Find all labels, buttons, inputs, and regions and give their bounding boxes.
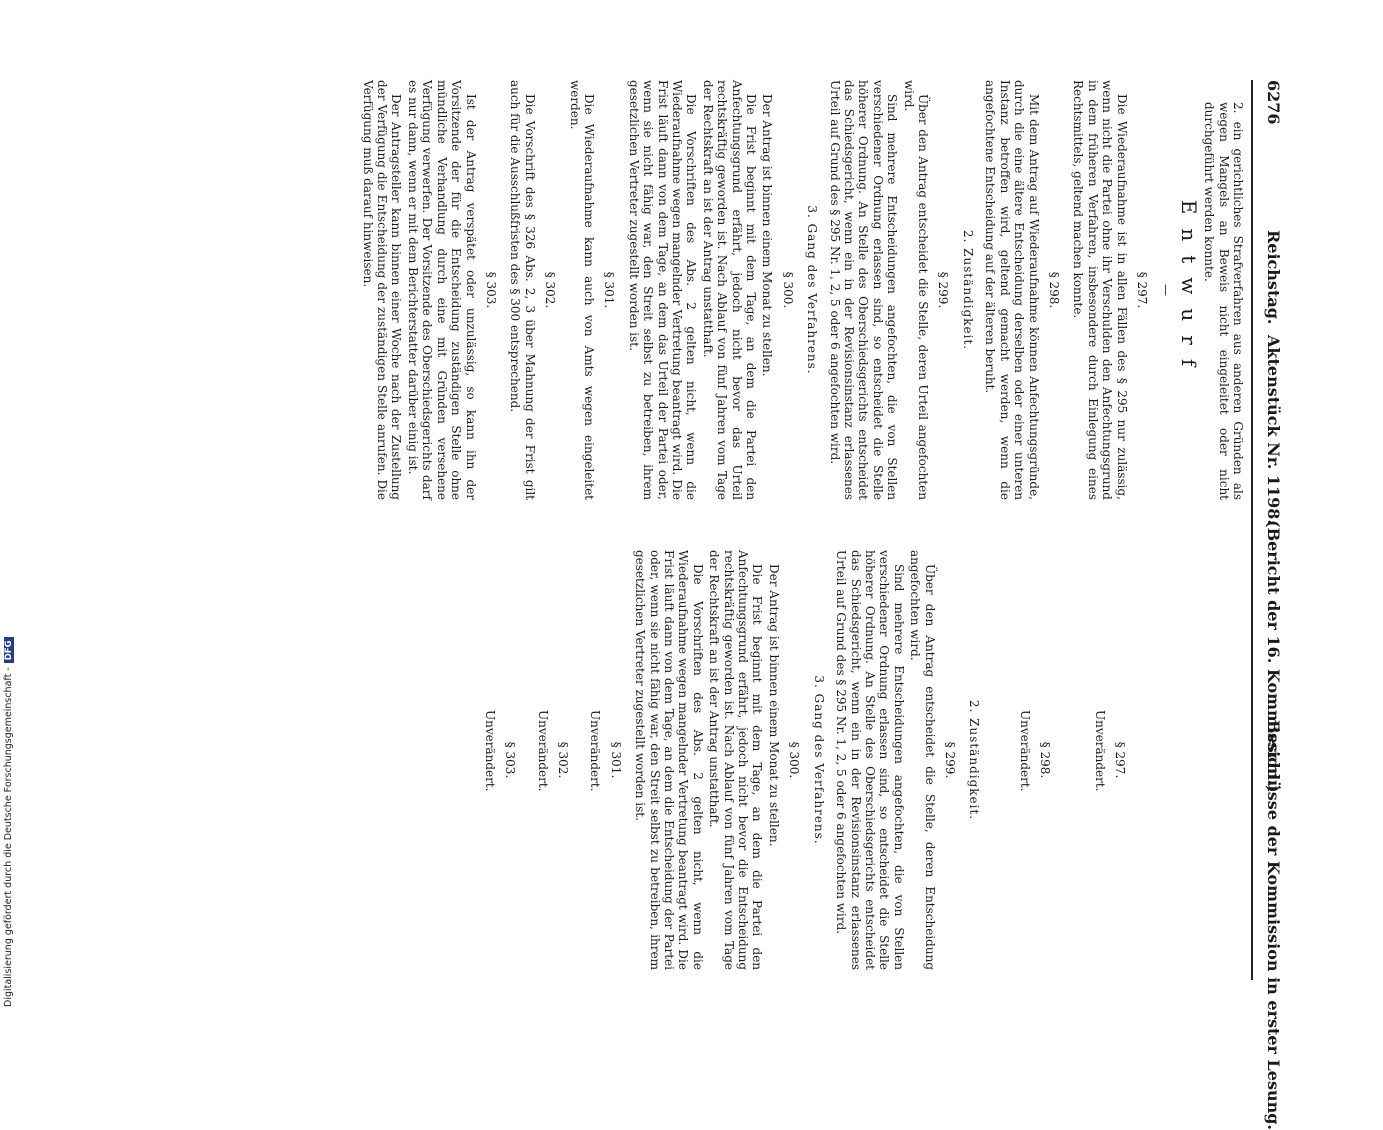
digitization-credit <box>3 7 17 1007</box>
commission-297-unchanged: Unverändert. <box>1092 710 1107 792</box>
section-297-text: Die Wiederaufnahme ist in allen Fällen des § 295 nur zulässig, wenn nicht die Partei ohne ihr Verschulden den Anfechtungsgrund in dem früheren Verfahren, insbesondere durch Einlegung eines Rechtsmittels, geltend machen konnte. <box>1071 80 1129 500</box>
commission-302-heading: § 302. <box>556 741 571 779</box>
commission-300-para-2: Die Frist beginnt mit dem Tage, an dem die Partei den Anfechtungsgrund erfährt, jedoch nicht bevor die Entscheidung rechtskräftig geworden ist. Nach Ablauf von fünf Jahren vom Tage der Rechtskraft an ist der Antrag unstatthaft. <box>707 550 765 970</box>
section-301-heading: § 301. <box>602 271 617 309</box>
page-number: 6276 <box>1264 80 1283 125</box>
commission-300-para-3: Die Vorschriften des Abs. 2 gelten nicht, wenn die Wiederaufnahme wegen mangelnder Vertretung beantragt wird. Die Frist läuft dann von dem Tage, an dem die Entscheidung der Partei oder, wenn sie nicht fähig war, den Streit selbst zu betreiben, ihrem gesetzlichen Vertreter zugestellt worden ist. <box>633 550 705 970</box>
commission-300-heading: § 300. <box>787 741 802 779</box>
section-300-para-1: Der Antrag ist binnen einem Monat zu stellen. <box>760 94 775 377</box>
item-2: 2. ein gerichtliches Strafverfahren aus anderen Gründen als wegen Mangels an Beweis nicht eingeleitet oder nicht durchgeführt werden konnte. <box>1202 102 1245 500</box>
commission-299-heading: § 299. <box>942 741 957 779</box>
document-page <box>93 80 1283 1130</box>
commission-299-para-1: Über den Antrag entscheidet die Stelle, deren Entscheidung angefochten wird. <box>908 550 937 970</box>
draft-column <box>358 80 1245 500</box>
commission-297-heading: § 297. <box>1113 741 1127 779</box>
commission-subheading-procedure: 3. Gang des Verfahrens. <box>811 675 826 845</box>
title-dash: — <box>1159 284 1174 296</box>
section-302-heading: § 302. <box>543 271 558 309</box>
section-298-heading: § 298. <box>1046 271 1061 309</box>
section-303-para-2: Der Antragsteller kann binnen einer Woche nach der Zustellung der Verfügung die Entscheidung der zuständigen Stelle anrufen. Die Verfügung muß darauf hinweisen. <box>360 80 404 500</box>
dfg-logo: DFG <box>4 637 14 663</box>
parliament-label: Reichstag. <box>1264 230 1283 325</box>
commission-301-heading: § 301. <box>608 741 623 779</box>
commission-subheading-jurisdiction: 2. Zuständigkeit. <box>967 699 982 821</box>
section-297-heading: § 297. <box>1134 271 1149 309</box>
report-label: (Bericht der 16. Kommission.) <box>1264 520 1283 793</box>
subheading-jurisdiction: 2. Zuständigkeit. <box>960 229 975 351</box>
section-300-para-2: Die Frist beginnt mit dem Tage, an dem die Partei den Anfechtungsgrund erfährt, jedoch nicht bevor das Urteil rechtskräftig geworden ist. Nach Ablauf von fünf Jahren vom Tage der Rechtskraft an ist der Antrag unstatthaft. <box>700 80 759 500</box>
commission-298-unchanged: Unverändert. <box>1017 710 1032 792</box>
commission-303-unchanged: Unverändert. <box>482 710 497 792</box>
commission-299-para-2: Sind mehrere Entscheidungen angefochten, die von Stellen verschiedener Ordnung erlassen sind, so entscheidet die Stelle höherer Ordnung. An Stelle des Oberschiedsgerichts entscheidet das Schiedsgericht, wenn ein in der Revisionsinstanz erlassenes Urteil auf Grund des § 295 Nr. 1, 2, 5 oder 6 angefochten wird. <box>834 550 906 970</box>
commission-298-heading: § 298. <box>1038 741 1053 779</box>
draft-title: Entwurf <box>1176 199 1201 381</box>
section-298-text: Mit dem Antrag auf Wiederaufnahme können Anfechtungsgründe, durch die eine ältere Entscheidung derselben oder einer unteren Instanz betroffen wird, geltend gemacht werden, wenn die angefochtene Entscheidung auf der älteren beruht. <box>983 80 1041 500</box>
section-302-text: Die Vorschrift des § 326 Abs. 2, 3 über Mahnung der Frist gilt auch für die Ausschlußfristen des § 300 entsprechend. <box>508 80 537 500</box>
digitization-credit-text: Digitalisierung gefördert durch die Deutsche Forschungsgemeinschaft - <box>3 667 14 1007</box>
section-299-para-1: Über den Antrag entscheidet die Stelle, deren Urteil angefochten wird. <box>901 80 931 500</box>
commission-303-heading: § 303. <box>503 741 518 779</box>
commission-column <box>474 550 1245 970</box>
section-301-text: Die Wiederaufnahme kann auch von Amts wegen eingeleitet werden. <box>567 80 596 500</box>
section-299-heading: § 299. <box>936 271 951 309</box>
section-303-para-1: Ist der Antrag verspätet oder unzulässig, so kann ihn der Vorsitzende der für die Entscheidung zuständigen Stelle ohne mündliche Verhandlung durch eine mit Gründen versehene Verfügung verwerfen. Der Vorsitzende des Oberschiedsgerichts darf es nur dann, wenn er mit dem Berichterstatter darüber einig ist. <box>405 80 478 500</box>
section-300-para-3: Die Vorschriften des Abs. 2 gelten nicht, wenn die Wiederaufnahme wegen mangelnder Vertretung beantragt wird. Die Frist läuft dann von dem Tage, an dem das Urteil der Partei oder, wenn sie nicht fähig war, den Streit selbst zu betreiben, ihrem gesetzlichen Vertreter zugestellt worden ist. <box>626 80 699 500</box>
commission-301-unchanged: Unverändert. <box>588 710 603 792</box>
commission-302-unchanged: Unverändert. <box>535 710 550 792</box>
document-number: Aktenstück Nr. 1198. <box>1264 335 1283 525</box>
subheading-procedure: 3. Gang des Verfahrens. <box>805 205 820 375</box>
header-rule <box>1251 80 1253 980</box>
right-column-title: Beschlüsse der Kommission in erster Lesung. <box>1264 720 1283 1130</box>
section-303-heading: § 303. <box>483 271 498 309</box>
section-299-para-2: Sind mehrere Entscheidungen angefochten, die von Stellen verschiedener Ordnung erlassen sind, so entscheidet die Stelle höherer Ordnung. An Stelle des Oberschiedsgerichts entscheidet das Schiedsgericht, wenn ein in der Revisionsinstanz erlassenes Urteil auf Grund des § 295 Nr. 1, 2, 5 oder 6 angefochten wird. <box>827 80 900 500</box>
commission-300-para-1: Der Antrag ist binnen einem Monat zu stellen. <box>766 564 781 847</box>
page-header <box>1253 80 1283 1130</box>
section-300-heading: § 300. <box>780 271 795 309</box>
